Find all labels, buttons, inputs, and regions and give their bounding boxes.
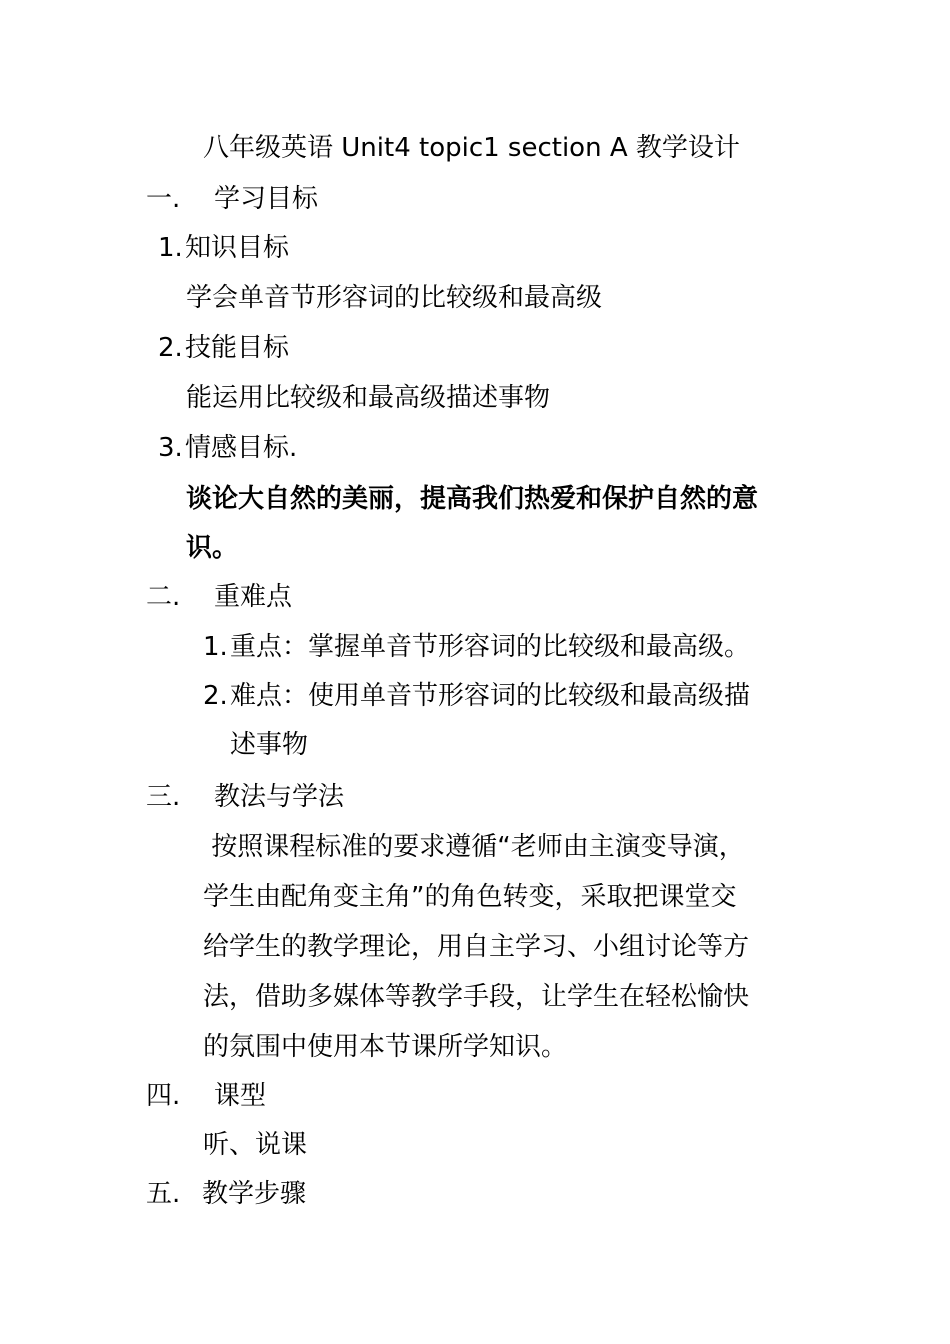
section-title: 学习目标 xyxy=(214,184,319,214)
item-content: 能运用比较级和最高级描述事物 xyxy=(186,383,551,413)
item-label: 知识目标 xyxy=(185,233,290,263)
item-content-bold: 识。 xyxy=(186,533,239,563)
section-heading-1 xyxy=(146,184,318,214)
section-heading-3 xyxy=(146,782,344,812)
paragraph-line: 法，借助多媒体等教学手段，让学生在轻松愉快 xyxy=(203,982,750,1012)
item-number: 1. xyxy=(203,632,228,662)
section-title: 教学步骤 xyxy=(202,1179,307,1209)
document-title: 八年级英语 Unit4 topic1 section A 教学设计 xyxy=(203,133,740,163)
item-number: 2. xyxy=(203,681,228,711)
item-label: 技能目标 xyxy=(185,333,290,363)
item-number: 3. xyxy=(158,433,183,463)
section-number: 二. xyxy=(146,582,181,612)
section-title: 课型 xyxy=(214,1081,267,1111)
list-item-knowledge-goal xyxy=(158,233,289,263)
item-label: 情感目标. xyxy=(185,433,298,463)
item-content: 学会单音节形容词的比较级和最高级 xyxy=(186,283,603,313)
list-item-emotion-goal xyxy=(158,433,297,463)
list-item-key-point xyxy=(203,632,750,662)
section-heading-4 xyxy=(146,1081,266,1111)
section-heading-5 xyxy=(146,1179,306,1209)
item-number: 1. xyxy=(158,233,183,263)
paragraph-line: 给学生的教学理论，用自主学习、小组讨论等方 xyxy=(203,932,750,962)
item-content-bold: 谈论大自然的美丽，提高我们热爱和保护自然的意 xyxy=(186,484,759,514)
paragraph-line: 学生由配角变主角”的角色转变，采取把课堂交 xyxy=(203,882,737,912)
paragraph-line: 按照课程标准的要求遵循“老师由主演变导演， xyxy=(203,832,745,862)
section-number: 四. xyxy=(146,1081,181,1111)
list-item-difficult-point xyxy=(203,681,750,711)
item-text: 难点：使用单音节形容词的比较级和最高级描 xyxy=(230,681,751,711)
section-heading-2 xyxy=(146,582,292,612)
section-title: 重难点 xyxy=(214,582,293,612)
item-text: 重点：掌握单音节形容词的比较级和最高级。 xyxy=(230,632,751,662)
list-item-skill-goal xyxy=(158,333,289,363)
item-number: 2. xyxy=(158,333,183,363)
section-title: 教法与学法 xyxy=(214,782,345,812)
section-content: 听、说课 xyxy=(203,1130,308,1160)
paragraph-line: 的氛围中使用本节课所学知识。 xyxy=(203,1032,568,1062)
section-number: 一. xyxy=(146,184,181,214)
item-text-continued: 述事物 xyxy=(230,730,309,760)
section-number: 五. xyxy=(146,1179,181,1209)
section-number: 三. xyxy=(146,782,181,812)
